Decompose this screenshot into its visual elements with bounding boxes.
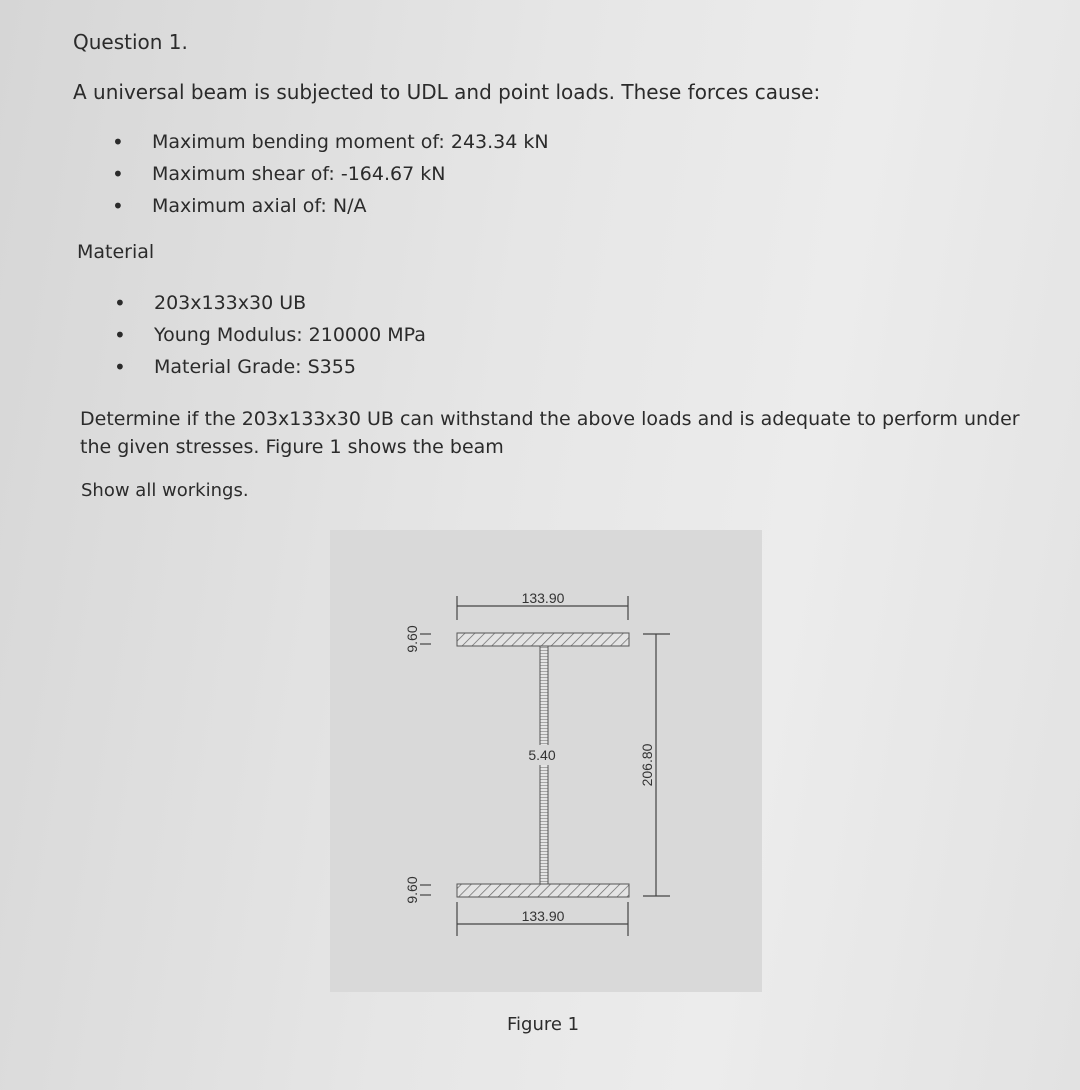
- top-flange-width-label: 133.90: [521, 590, 565, 606]
- question-title: Question 1.: [73, 30, 188, 54]
- bottom-flange-thickness-dimension: [404, 876, 431, 903]
- bottom-flange-width-dimension: [457, 902, 628, 936]
- figure-caption: Figure 1: [507, 1014, 580, 1035]
- material-list: [114, 287, 426, 383]
- overall-depth-label: 206.80: [639, 743, 655, 787]
- forces-list: [112, 126, 549, 222]
- task-workings: Show all workings.: [81, 480, 249, 501]
- task-description: Determine if the 203x133x30 UB can withstand the above loads and is adequate to perform under the given stresses. Figure 1 shows the beam: [80, 408, 1020, 458]
- material-heading: Material: [77, 241, 155, 263]
- bottom-flange: [457, 884, 629, 897]
- overall-depth-dimension: [639, 634, 670, 896]
- top-flange-width-dimension: [457, 590, 628, 620]
- list-item: • Maximum shear of: -164.67 kN: [112, 158, 549, 190]
- bottom-flange-thickness-label: 9.60: [404, 876, 420, 904]
- beam-section-drawing: [330, 530, 762, 992]
- list-item: • Maximum bending moment of: 243.34 kN: [112, 126, 549, 158]
- question-intro: A universal beam is subjected to UDL and point loads. These forces cause:: [73, 80, 821, 104]
- list-item: • Young Modulus: 210000 MPa: [114, 319, 426, 351]
- list-item: • Maximum axial of: N/A: [112, 190, 549, 222]
- list-item: • Material Grade: S355: [114, 351, 426, 383]
- bottom-flange-width-label: 133.90: [521, 908, 565, 924]
- top-flange-thickness-dimension: [404, 625, 431, 652]
- top-flange: [457, 633, 629, 646]
- top-flange-thickness-label: 9.60: [404, 625, 420, 653]
- beam-figure: [330, 530, 762, 992]
- list-item: • 203x133x30 UB: [114, 287, 426, 319]
- web-thickness-label: 5.40: [528, 747, 556, 763]
